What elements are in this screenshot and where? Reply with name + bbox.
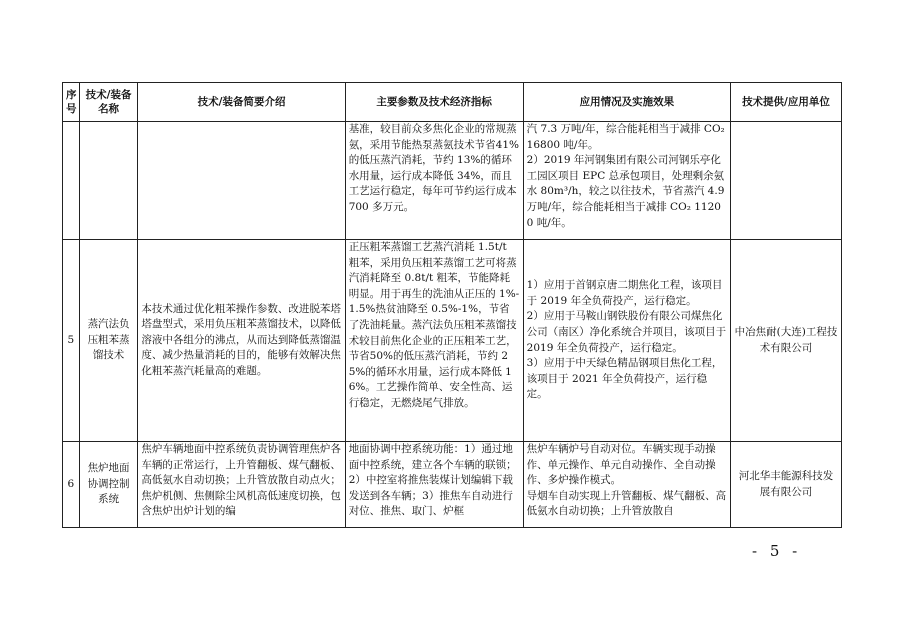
row-no — [63, 122, 80, 240]
row-intro: 本技术通过优化粗苯操作参数、改进脱苯塔塔盘型式，采用负压粗苯蒸馏技术，以降低溶液中各组分的沸点，从而达到降低蒸馏温度、减少热量消耗的目的，能够有效解决焦化粗苯蒸汽耗量高的难题。 — [138, 240, 345, 442]
row-name — [79, 122, 138, 240]
table-row — [63, 240, 842, 442]
application-line: 2）应用于马鞍山钢铁股份有限公司煤焦化公司（南区）净化系统合并项目，该项目于 2019 年全负荷投产，运行稳定。 — [526, 310, 727, 354]
row-params: 正压粗苯蒸馏工艺蒸汽消耗 1.5t/t 粗苯，采用负压粗苯蒸馏工艺可将蒸汽消耗降至 0.8t/t 粗苯，节能降耗明显。用于再生的洗油从正压的 1%-1.5%热贫油降至 0.5%-1%，节省了洗油耗量。蒸汽法负压粗苯蒸馏技术较目前焦化企业的正压粗苯工艺，节省50%的低压蒸汽消耗，节约 25%的循环水用量，运行成本降低 16%。工艺操作简单、安全性高、运行稳定，无燃烧尾气排放。 — [345, 240, 523, 442]
row-provider: 中冶焦耐(大连)工程技术有限公司 — [730, 240, 841, 442]
row-name: 蒸汽法负压粗苯蒸馏技术 — [79, 240, 138, 442]
header-params: 主要参数及技术经济指标 — [345, 83, 523, 122]
application-line: 导烟车自动实现上升管翻板、煤气翻板、高低氨水自动切换；上升管放散自 — [526, 489, 727, 518]
row-name: 焦炉地面协调控制系统 — [79, 442, 138, 528]
row-provider — [730, 122, 841, 240]
page-number: - 5 - — [752, 542, 802, 560]
application-line: 1）应用于首钢京唐二期焦化工程，该项目于 2019 年全负荷投产，运行稳定。 — [526, 279, 723, 307]
row-application — [523, 442, 730, 528]
table-header-row — [63, 83, 842, 122]
row-no: 6 — [63, 442, 80, 528]
row-application — [523, 240, 730, 442]
header-no: 序号 — [63, 83, 80, 122]
row-intro — [138, 122, 345, 240]
header-application: 应用情况及实施效果 — [523, 83, 730, 122]
technology-table — [62, 82, 842, 528]
application-line: 2）2019 年河钢集团有限公司河钢乐亭化工园区项目 EPC 总承包项目，处理剩余氨水 80m³/h，较之以往技术，节省蒸汽 4.9 万吨/年，综合能耗相当于减排 CO₂ 11200 吨/年。 — [526, 154, 725, 229]
application-line: 3）应用于中天绿色精品钢项目焦化工程，该项目于 2021 年全负荷投产，运行稳定。 — [526, 357, 723, 401]
header-intro: 技术/装备简要介绍 — [138, 83, 345, 122]
row-no: 5 — [63, 240, 80, 442]
row-params: 地面协调中控系统功能：1）通过地面中控系统，建立各个车辆的联锁；2）中控室将推焦装煤计划编辑下载发送到各车辆；3）推焦车自动进行对位、推焦、取门、炉框 — [345, 442, 523, 528]
row-intro: 焦炉车辆地面中控系统负责协调管理焦炉各车辆的正常运行，上升管翻板、煤气翻板、高低氨水自动切换；上升管放散自动点火；焦炉机侧、焦侧除尘风机高低速度切换，包含焦炉出炉计划的编 — [138, 442, 345, 528]
table-row — [63, 122, 842, 240]
header-provider: 技术提供/应用单位 — [730, 83, 841, 122]
application-line: 焦炉车辆炉号自动对位。车辆实现手动操作、单元操作、单元自动操作、全自动操作、多炉操作模式。 — [526, 443, 716, 487]
table-row — [63, 442, 842, 528]
row-provider: 河北华丰能源科技发展有限公司 — [730, 442, 841, 528]
header-name: 技术/装备名称 — [79, 83, 138, 122]
row-application — [523, 122, 730, 240]
row-params: 基准，较目前众多焦化企业的常规蒸氨，采用节能热泵蒸氨技术节省41%的低压蒸汽消耗，节约 13%的循环水用量，运行成本降低 34%，而且工艺运行稳定，每年可节约运行成本 700 多万元。 — [345, 122, 523, 240]
application-line: 汽 7.3 万吨/年，综合能耗相当于减排 CO₂ 16800 吨/年。 — [526, 123, 725, 151]
